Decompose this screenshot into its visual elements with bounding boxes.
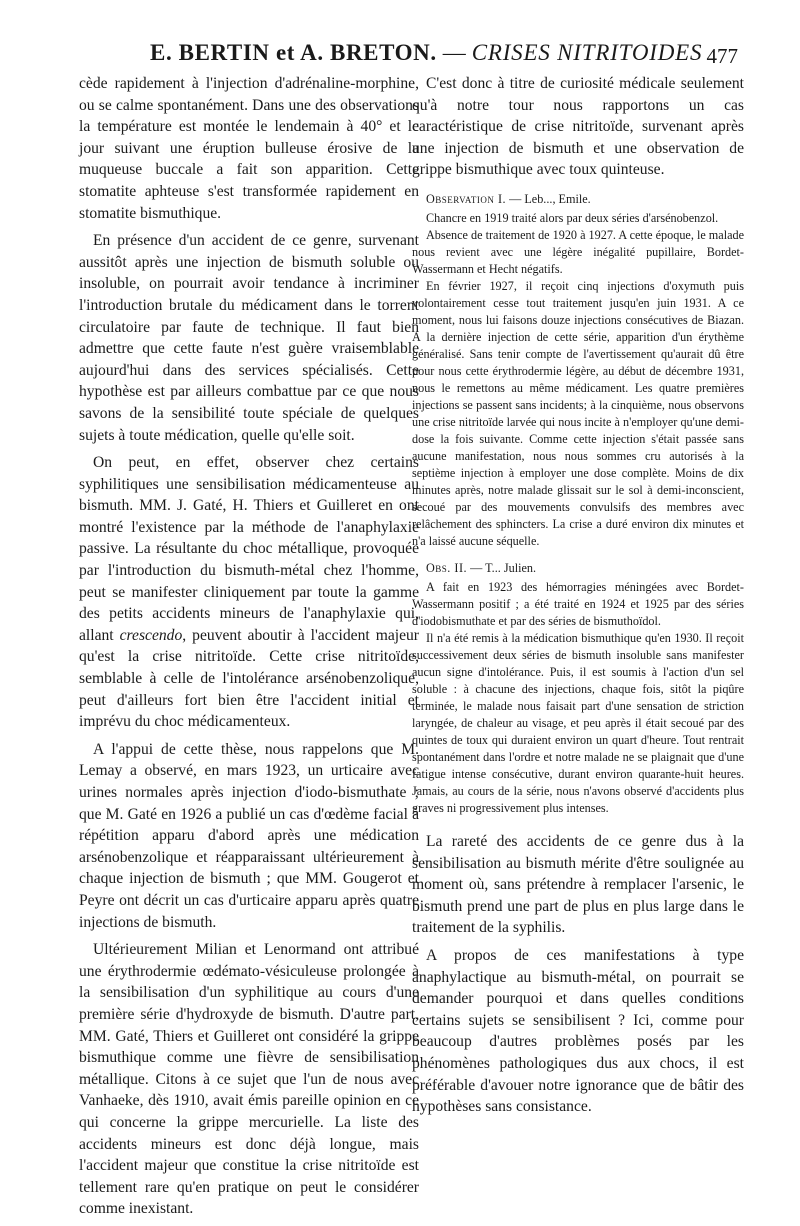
observation-1-text-1: Chancre en 1919 traité alors par deux séries d'arsénobenzol. xyxy=(426,210,719,225)
observation-1-text-2: Absence de traitement de 1920 à 1927. A cette époque, le malade nous revient avec une légère inégalité pupillaire, Bordet-Wassermann et Hecht négatifs. xyxy=(412,227,744,276)
left-paragraph-3 xyxy=(79,452,419,733)
spacer xyxy=(412,817,744,831)
left-paragraph-3-italic: crescendo xyxy=(119,626,183,644)
observation-1-label: Observation I. xyxy=(426,191,507,206)
left-paragraph-2: En présence d'un accident de ce genre, survenant aussitôt après une injection de bismuth soluble ou insoluble, on pourrait avoir tendance à incriminer l'introduction brutale du médicament dans le torrent circulatoire par faute de technique. Il faut bien admettre que cette faute n'est guère vraisemblable aujourd'hui dans des services spécialisés. Cette hypothèse est par ailleurs combattue par ce que nous savons de la sensibilité toute spéciale de quelques sujets à toute médication, quelle qu'elle soit. xyxy=(79,232,419,444)
observation-2-text-1: A fait en 1923 des hémorragies méningées avec Bordet-Wassermann positif ; a été traité en 1924 et 1925 par des séries d'iodobismuthate et par des séries de bismuthoïdol. xyxy=(412,579,744,628)
observation-1-heading xyxy=(412,191,744,208)
right-paragraph-2: La rareté des accidents de ce genre dus à la sensibilisation au bismuth mérite d'être soulignée au moment où, sans prétendre à remplacer l'arsenic, le bismuth prend une part de plus en plus large dans le traitement de la syphilis. xyxy=(412,832,744,937)
observation-2-heading xyxy=(412,560,744,577)
right-paragraph-3: A propos de ces manifestations à type anaphylactique au bismuth-métal, on pourrait se demander pourquoi et dans quelles conditions certains sujets se sensibilisent ? Ici, comme pour beaucoup d'autres problèmes posés par les phénomènes pathologiques dus aux chocs, il est préférable d'avouer notre ignorance que de bâtir des hypothèses sans consistance. xyxy=(412,946,744,1116)
header-dash: — xyxy=(442,40,466,65)
left-paragraph-3-end: , peuvent aboutir à l'accident majeur qu'est la crise nitritoïde. Cette crise nitritoïde, semblable à celle de l'intolérance arsénobenzolique, peut d'ailleurs fort bien être l'accident initial et imprévu du choc médicamenteux. xyxy=(79,626,419,731)
left-paragraph-1: cède rapidement à l'injection d'adrénaline-morphine, ou se calme spontanément. Dans une des observations la température est montée le lendemain à 40° et le jour suivant une éruption bulleuse érosive de la muqueuse buccale a fait son apparition. Cette stomatite aphteuse s'est transformée rapidement en stomatite bismuthique. xyxy=(79,75,419,222)
left-column xyxy=(79,73,419,1226)
observation-2-patient: — T... Julien. xyxy=(467,560,537,575)
header-title xyxy=(150,40,702,66)
header-authors: E. BERTIN et A. BRETON. xyxy=(150,40,437,65)
right-column xyxy=(412,73,744,1124)
observation-1-patient: — Leb..., Emile. xyxy=(506,191,591,206)
left-paragraph-3-text: On peut, en effet, observer chez certains syphilitiques une sensibilisation médicamenteuse au bismuth. MM. J. Gaté, H. Thiers et Guilleret en ont montré l'existence par la méthode de l'anaphylaxie passive. La résultante du choc métallique, provoquée par l'introduction du bismuth-métal chez l'homme, peut se manifester cliniquement par toute la gamme des petits accidents mineurs de l'anaphylaxie qui, allant xyxy=(79,454,419,644)
observation-2-label: Obs. II. xyxy=(426,560,468,575)
page-number: 477 xyxy=(706,44,738,68)
observation-2-text-2: Il n'a été remis à la médication bismuthique qu'en 1930. Il reçoit successivement deux séries de bismuth insoluble sans manifester aucun signe d'intolérance. Puis, il est soumis à l'action d'un sel soluble : à chacune des injections, chaque fois, sitôt la piqûre terminée, le malade nous faisait part d'une sensation de striction laryngée, de chaleur au visage, et peu après il était secoué par des quintes de toux qui duraient environ un quart d'heure. Tout rentrait spontanément dans l'ordre et notre malade ne se plaignait que d'une fatigue intense consécutive, durant environ quarante-huit heures. Jamais, au cours de la série, nous n'avons observé d'accidents plus graves ni progressivement plus intenses. xyxy=(412,630,744,815)
left-paragraph-5: Ultérieurement Milian et Lenormand ont attribué une érythrodermie œdémato-vésiculeuse prolongée à la sensibilisation d'un syphilitique au cours d'une première série d'hydroxyde de bismuth. D'autre part, MM. Gaté, Thiers et Guilleret ont considéré la grippe bismuthique comme une fièvre de sensibilisation métallique. Citons à ce sujet que l'un de nous avec Vanhaeke, dès 1910, avait émis pareille opinion en ce qui concerne la grippe mercurielle. La liste des accidents mineurs est donc déjà longue, mais l'accident majeur que constitue la crise nitritoïde est tellement rare qu'en pratique on peut le considérer comme inexistant. xyxy=(79,941,419,1218)
right-paragraph-1: C'est donc à titre de curiosité médicale seulement qu'à notre tour nous rapportons un cas caractéristique de crise nitritoïde, survenant après une injection de bismuth et une observation de grippe bismuthique avec toux quinteuse. xyxy=(412,75,744,179)
header-topic: CRISES NITRITOIDES xyxy=(471,40,703,65)
observation-1-text-3: En février 1927, il reçoit cinq injections d'oxymuth puis volontairement cesse tout traitement jusqu'en juin 1931. A ce moment, nous lui faisons douze injections consécutives de Biazan. A la dernière injection de cette série, apparition d'un érythème généralisé. Sans tenir compte de l'avertissement qu'aurait dû être pour nous cette érythrodermie légère, au début de décembre 1931, nous le remettons au même médicament. Les quatre premières injections se passent sans incidents; à la cinquième, nous observons une crise nitritoïde larvée qui nous incite à n'employer qu'une demi-dose la fois suivante. Comme cette injection s'était passée sans aucune manifestation, nous nous sommes cru autorisés à la septième injection à employer une dose complète. Moins de dix minutes après, notre malade glissait sur le sol à demi-inconscient, secoué par des mouvements convulsifs des membres avec relâchement des sphincters. La crise a duré environ dix minutes et n'a laissé aucune séquelle. xyxy=(412,278,744,548)
left-paragraph-4: A l'appui de cette thèse, nous rappelons que M. Lemay a observé, en mars 1923, un urticaire avec urines normales après injection d'iodo-bismuthate ; que M. Gaté en 1926 a publié un cas d'œdème facial à répétition apparu d'abord après une médication arsénobenzolique et réapparaissant ultérieurement à chaque injection de bismuth ; que MM. Gougerot et Peyre ont décrit un cas d'urticaire apparu après quatre injections de bismuth. xyxy=(79,740,419,931)
